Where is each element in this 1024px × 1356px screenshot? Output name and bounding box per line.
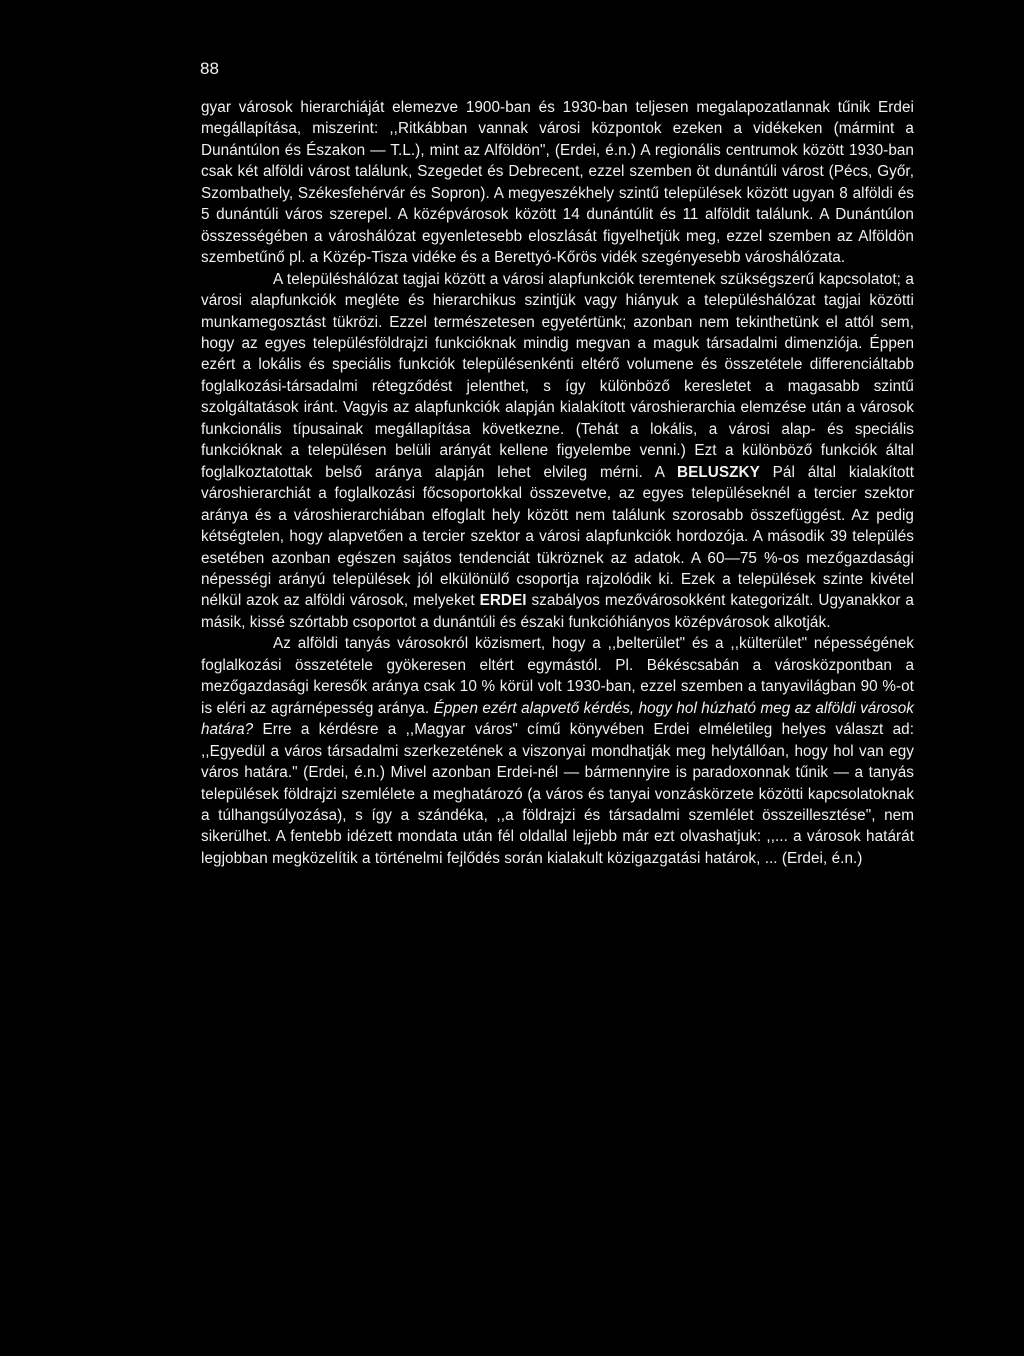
emphasized-name: ERDEI xyxy=(479,592,527,610)
emphasized-name: BELUSZKY xyxy=(676,463,760,481)
italic-text: Éppen ezért alapvető kérdés, hogy hol húzható meg az alföldi városok határa? xyxy=(201,699,914,739)
text-run: Az alföldi tanyás városokról közismert, hogy a ,,belterület" és a ,,külterület" népességének foglalkozási összetétele gyökeresen eltért egymástól. Pl. Békéscsabán a városközpontban a mezőgazdasági keresők aránya csak 10 % körül volt 1930-ban, ezzel szemben a tanyavilágban 90 %-ot is eléri az agrárnépesség aránya. xyxy=(201,635,914,717)
text-run: gyar városok hierarchiáját elemezve 1900-ban és 1930-ban teljesen megalapozatlannak tűnik Erdei megállapítása, miszerint: ,,Ritkábban vannak városi központok ezeken a vidékeken (mármint a Dunántúlon és Északon — T.L.), mint az Alföldön", (Erdei, é.n.) A regionális centrumok között 1930-ban csak két alföldi várost találunk, Szegedet és Debrecent, ezzel szemben öt dunántúli várost (Pécs, Győr, Szombathely, Székesfehérvár és Sopron). A megyeszékhely szintű települések között ugyan 8 alföldi és 5 dunántúli város szerepel. A középvárosok között 14 dunántúlit és 11 alföldit találunk. A Dunántúlon összességében a városhálózat egyenletesebb eloszlását figyelhetjük meg, ezzel szemben az Alföldön szembetűnő pl. a Közép-Tisza vidéke és a Berettyó-Kőrös vidék szegényesebb városhálózata. xyxy=(201,99,914,267)
page-number: 88 xyxy=(200,59,219,78)
text-run: Pál által kialakított városhierarchiát a foglalkozási főcsoportokkal összevetve, az egyes településeknél a tercier szektor aránya és a városhierarchiában elfoglalt hely között nem találunk szorosabb összefüggést. Az pedig kétségtelen, hogy alapvetően a tercier szektor a városi alapfunkciók hordozója. A második 39 település esetében azonban egészen sajátos tendenciát tükröznek az adatok. A 60—75 %-os mezőgazdasági népességi arányú települések jól elkülönülő csoportja rajzolódik ki. Ezek a települések szinte kivétel nélkül azok az alföldi városok, melyeket xyxy=(201,463,915,610)
paragraph xyxy=(201,269,914,634)
text-run: A településhálózat tagjai között a városi alapfunkciók teremtenek szükségszerű kapcsolatot; a városi alapfunkciók megléte és hierarchikus szintjük vagy hiányuk a településhálózat tagjai közötti munkamegosztást tükrözi. Ezzel természetesen egyetértünk; azonban nem tekinthetünk el attól sem, hogy az egyes településföldrajzi funkcióknak mindig megvan a maguk társadalmi dimenziója. Éppen ezért a lokális és speciális funkciók településenkénti eltérő volumene és összetétele differenciáltabb foglalkozási-társadalmi rétegződést jelenthet, s így különböző keresletet a magasabb szintű szolgáltatások iránt. Vagyis az alapfunkciók alapján kialakított városhierarchia elemzése után a városok funkcionális típusainak megállapítása következne. (Tehát a lokális, a városi alap- és speciális funkcióknak a településen belüli arányát kellene figyelembe venni.) Ezt a különböző funkciók által foglalkoztatottak belső aránya alapján lehet elvileg mérni. A xyxy=(201,270,914,481)
text-run: szabályos mezővárosokként kategorizált. Ugyanakkor a másik, kissé szórtabb csoportot a dunántúli és északi funkcióhiányos középvárosok alkotják. xyxy=(201,592,914,631)
paragraph xyxy=(201,633,914,869)
text-run: Erre a kérdésre a ,,Magyar város" című könyvében Erdei elméletileg helyes választ ad: ,,Egyedül a város társadalmi szerkezetének a viszonyai mondhatják meg helytállóan, hogy hol van egy város határa." (Erdei, é.n.) Mivel azonban Erdei-nél — bármennyire is paradoxonnak tűnik — a tanyás települések földrajzi szemlélete a meghatározó (a város és tanyai vonzáskörzete közötti kapcsolatoknak a túlhangsúlyozása), s így a szándéka, ,,a földrajzi és társadalmi szemlélet összeillesztése", nem sikerülhet. A fentebb idézett mondata után fél oldallal lejjebb már ezt olvashatjuk: ,,... a városok határát legjobban megközelítik a történelmi fejlődés során kialakult közigazgatási határok, ... (Erdei, é.n.) xyxy=(201,721,914,867)
body-text xyxy=(201,97,914,869)
paragraph xyxy=(201,97,914,269)
